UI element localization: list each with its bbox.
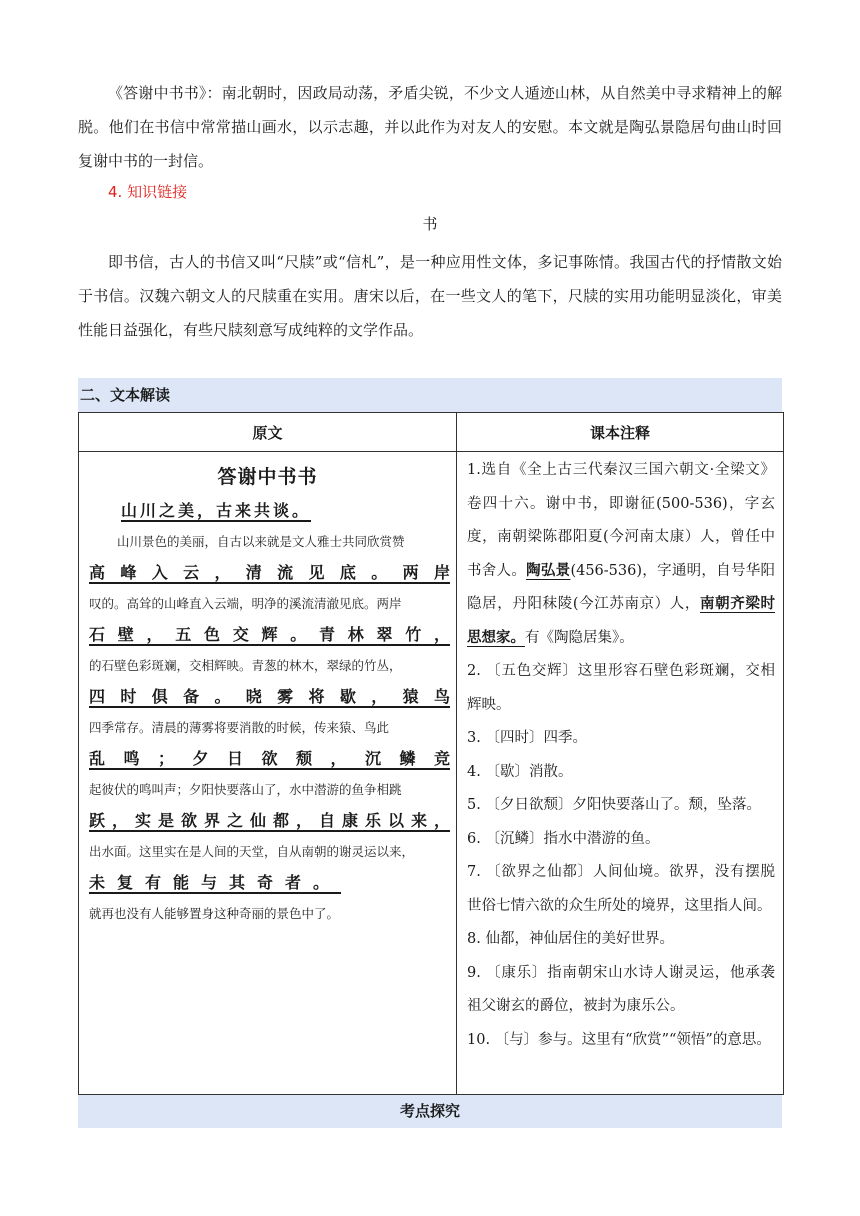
translation-line: 的石壁色彩斑斓，交相辉映。青葱的林木，翠绿的竹丛， [89,658,402,673]
original-line: 跃，实是欲界之仙都，自康乐以来， [89,811,450,830]
note-item: 2. 〔五色交辉〕这里形容石壁色彩斑斓，交相辉映。 [467,663,775,713]
knowledge-term: 书 [422,215,438,233]
original-line: 高峰入云，清流见底。两岸 [89,563,450,582]
note-highlight: 陶弘景 [526,562,571,579]
section-title: 二、文本解读 [80,386,171,404]
reading-table [78,412,784,1095]
original-line: 四时俱备。晓雾将歇，猿鸟 [89,687,450,706]
note-item: 8. 仙都，神仙居住的美好世界。 [467,931,674,947]
note-item: 4. 〔歇〕消散。 [467,763,573,780]
section-footer-band [78,1095,782,1128]
original-line: 山川之美，古来共谈。 [121,501,312,520]
note-item: 10. 〔与〕参与。这里有“欣赏”“领悟”的意思。 [467,1031,771,1048]
translation-line: 山川景色的美丽，自古以来就是文人雅士共同欣赏赞 [117,534,405,549]
note-item: 3. 〔四时〕四季。 [467,730,587,746]
translation-line: 起彼伏的鸣叫声；夕阳快要落山了，水中潜游的鱼争相跳 [89,782,402,797]
knowledge-heading: 4. 知识链接 [108,183,188,201]
intro-paragraph: 《答谢中书书》：南北朝时，因政局动荡，矛盾尖锐，不少文人遁迹山林，从自然美中寻求精神上的解脱。他们在书信中常常描山画水，以示志趣，并以此作为对友人的安慰。本文就是陶弘景隐居句曲山时回复谢中书的一封信。 [78,84,782,170]
col-original-header: 原文 [79,413,457,452]
translation-line: 四季常存。清晨的薄雾将要消散的时候，传来猿、鸟此 [89,720,390,735]
note-item: 6. 〔沉鳞〕指水中潜游的鱼。 [467,830,660,847]
original-line: 未复有能与其奇者。 [89,873,342,892]
translation-line: 出水面。这里实在是人间的天堂，自从南朝的谢灵运以来， [89,844,415,859]
original-line: 石壁，五色交辉。青林翠竹， [89,625,450,644]
original-line: 乱鸣；夕日欲颓，沉鳞竞 [89,749,450,768]
note-item: 1.选自《全上古三代秦汉三国六朝文·全梁文》卷四十六。谢中书，即谢征(500-536)，字玄度，南朝梁陈郡阳夏(今河南太康）人，曾任中书舍人。陶弘景(456-536)，字通明，自号华阳隐居，丹阳秣陵(今江苏南京）人，南朝齐梁时思想家。有《陶隐居集》。 [467,462,776,646]
knowledge-paragraph: 即书信，古人的书信又叫“尺牍”或“信札”，是一种应用性文体，多记事陈情。我国古代的抒情散文始于书信。汉魏六朝文人的尺牍重在实用。唐宋以后，在一些文人的笔下，尺牍的实用功能明显淡化，审美性能日益强化，有些尺牍刻意写成纯粹的文学作品。 [78,253,782,339]
note-highlight: 南朝齐梁时思想家。 [467,596,775,646]
poem-title: 答谢中书书 [217,466,318,488]
translation-line: 叹的。高耸的山峰直入云端，明净的溪流清澈见底。两岸 [89,596,402,611]
section-footer: 考点探究 [399,1102,460,1120]
note-item: 7. 〔欲界之仙都〕人间仙境。欲界，没有摆脱世俗七情六欲的众生所处的境界，这里指人间。 [467,864,775,914]
translation-line: 就再也没有人能够置身这种奇丽的景色中了。 [89,906,340,921]
notes-cell [457,452,784,1095]
note-item: 5. 〔夕日欲颓〕夕阳快要落山了。颓，坠落。 [467,797,761,813]
col-notes-header: 课本注释 [457,413,784,452]
original-cell [79,452,457,1095]
note-item: 9. 〔康乐〕指南朝宋山水诗人谢灵运，他承袭祖父谢玄的爵位，被封为康乐公。 [467,964,775,1014]
section-title-band [78,378,782,412]
